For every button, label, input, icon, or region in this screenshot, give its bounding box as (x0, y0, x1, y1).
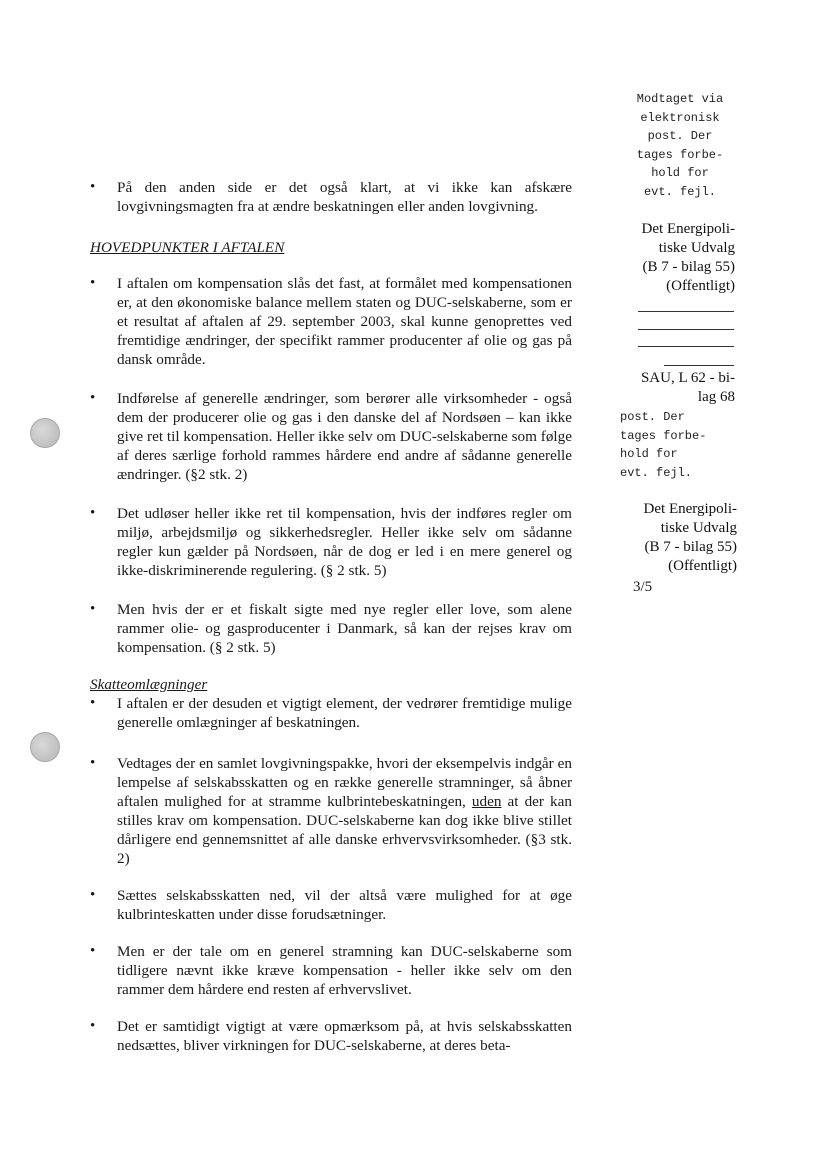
punch-hole-top (30, 418, 60, 448)
sau-stamp-line: SAU, L 62 - bi- (640, 370, 735, 386)
committee-stamp-line: Det Energipoli- (643, 501, 737, 517)
main-text (90, 178, 572, 1055)
main-bullet-4: • Men hvis der er et fiskalt sigte med nye regler eller love, som alene rammer olie- og gasproducenter i Danmark, så kan der rejses krav om kompensation. (§ 2 stk. 5) (90, 600, 572, 657)
committee-stamp-1 (600, 220, 735, 296)
tax-bullet-2 (90, 754, 572, 868)
committee-stamp-2 (600, 500, 737, 576)
stamp-rule (638, 346, 734, 347)
committee-stamp-line: tiske Udvalg (660, 520, 737, 536)
tax-bullet-2-text-end: at der kan stilles krav om kompensation. DUC-selskaberne kan dog ikke blive stillet dårligere end gennemsnittet af alle danske erhvervsvirksomheder. (§3 stk. 2) (117, 793, 572, 867)
tax-bullet-1: • I aftalen er der desuden et vigtigt element, der vedrører fremtidige mulige generelle omlægninger af beskatningen. (90, 694, 572, 732)
tax-bullet-3: • Sættes selskabsskatten ned, vil der altså være mulighed for at øge kulbrinteskatten under disse forudsætninger. (90, 886, 572, 924)
main-bullet-1: • I aftalen om kompensation slås det fast, at formålet med kompensationen er, at den økonomiske balance mellem staten og DUC-selskaberne, som er et resultat af aftalen af 29. september 2003, skal kunne genoprettes ved fremtidige ændringer, der specifikt rammer producenter af olie og gas på dansk område. (90, 274, 572, 369)
stamp-rule (638, 329, 734, 330)
stamp-rule (664, 365, 734, 366)
heading-tax-changes: Skatteomlægninger (90, 676, 208, 693)
committee-stamp-line: (Offentligt) (666, 278, 735, 294)
sau-stamp (600, 369, 735, 407)
tax-bullet-5: • Det er samtidigt vigtigt at være opmærksom på, at hvis selskabsskatten nedsættes, bliver virkningen for DUC-selskaberne, at deres beta- (90, 1017, 572, 1055)
main-bullet-2: • Indførelse af generelle ændringer, som berører alle virksomheder - også dem der producerer olie og gas i den danske del af Nordsøen – kan ikke give ret til kompensation. Heller ikke selv om DUC-selskaberne som følge af deres særlige forhold rammes hårdere end andre af sådanne generelle ændringer. (§2 stk. 2) (90, 389, 572, 484)
tax-bullet-2-text: Vedtages der en samlet lovgivningspakke, hvori der eksempelvis indgår en lempelse af selskabsskatten og en række generelle stramninger, så åbner aftalen mulighed for at stramme kulbrintebeskatningen, (117, 755, 572, 810)
stamp-rule (638, 311, 734, 312)
committee-stamp-line: (B 7 - bilag 55) (644, 539, 737, 555)
main-bullet-3: • Det udløser heller ikke ret til kompensation, hvis der indføres regler om miljø, arbejdsmiljø og sikkerhedsregler. Heller ikke selv om sådanne regler kun gælder på Nordsøen, når de dog er led i en mere generel og ikke-diskriminerende regulering. (§ 2 stk. 5) (90, 504, 572, 580)
committee-stamp-line: tiske Udvalg (658, 240, 735, 256)
committee-stamp-line: Det Energipoli- (641, 221, 735, 237)
tax-bullet-2-emphasis: uden (471, 793, 502, 810)
committee-stamp-line: (Offentligt) (668, 558, 737, 574)
heading-main-points: HOVEDPUNKTER I AFTALEN (90, 239, 285, 256)
punch-hole-bottom (30, 732, 60, 762)
receipt-stamp-mid: post. Der tages forbe- hold for evt. fejl. (620, 410, 707, 480)
committee-stamp-line: (B 7 - bilag 55) (642, 259, 735, 275)
tax-bullet-4: • Men er der tale om en generel stramning kan DUC-selskaberne som tidligere nævnt ikke kræve kompensation - heller ikke selv om den rammer dem hårdere end resten af erhvervslivet. (90, 942, 572, 999)
intro-bullet: • På den anden side er det også klart, at vi ikke kan afskære lovgivningsmagten fra at ændre beskatningen eller anden lovgivning. (90, 178, 572, 216)
sau-stamp-line: lag 68 (697, 389, 735, 405)
page-number: 3/5 (633, 579, 653, 595)
receipt-stamp-top: Modtaget via elektronisk post. Der tages forbe- hold for evt. fejl. (636, 92, 724, 199)
